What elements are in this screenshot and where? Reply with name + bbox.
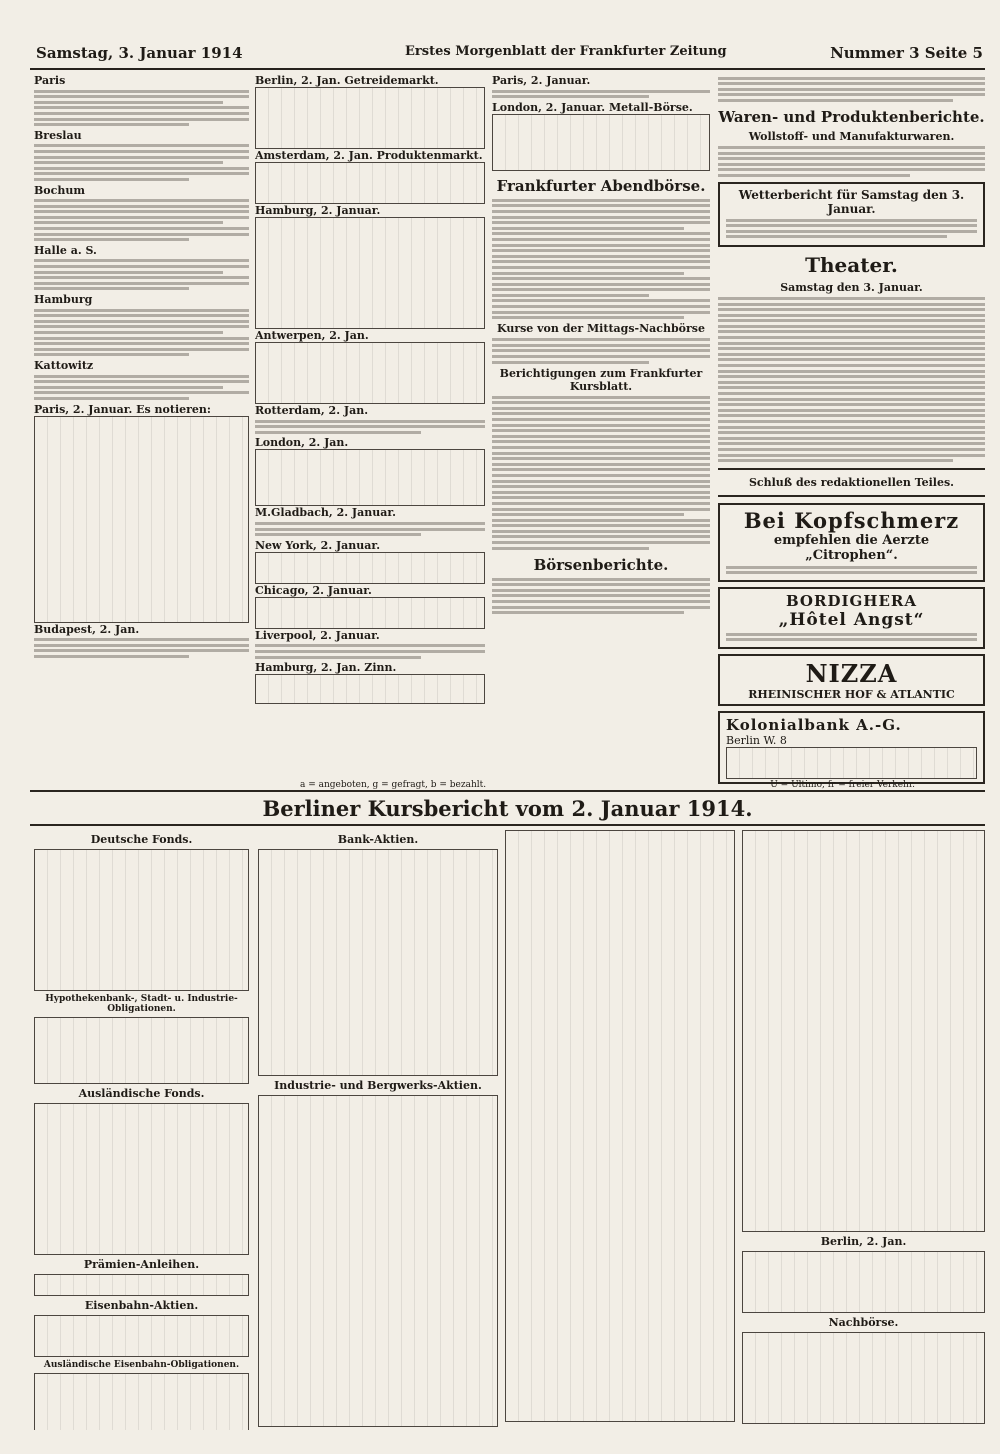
kolonialbank-address: Berlin W. 8 — [726, 733, 787, 747]
col2-item: New York, 2. Januar. — [255, 538, 381, 552]
lower-column-2 — [258, 830, 498, 1430]
price-table — [34, 416, 249, 623]
theater-subheading: Samstag den 3. Januar. — [780, 280, 923, 294]
column-2 — [255, 74, 485, 784]
col3-item: Paris, 2. Januar. — [492, 74, 591, 87]
lower-heading: Bank-Aktien. — [337, 833, 419, 846]
col2-item: Amsterdam, 2. Jan. Produktenmarkt. — [255, 149, 483, 162]
page-header — [30, 42, 985, 70]
editorial-end-rule — [718, 468, 985, 470]
col1-item: Halle a. S. — [34, 243, 97, 257]
col2-item: Hamburg, 2. Jan. Zinn. — [255, 661, 397, 675]
col1-item: Budapest, 2. Jan. — [34, 622, 140, 636]
theater-heading: Theater. — [805, 252, 898, 277]
kolonialbank-title: Kolonialbank A.-G. — [726, 715, 902, 734]
antwerp-table — [255, 342, 485, 404]
chicago-table — [255, 597, 485, 629]
col3-item: London, 2. Januar. Metall-Börse. — [492, 100, 693, 114]
col2-item: M.Gladbach, 2. Januar. — [255, 506, 396, 520]
kursbericht-band — [30, 780, 985, 826]
citrophen-tagline: empfehlen die Aerzte „Citrophen“. — [773, 533, 930, 564]
col1-item: Breslau — [34, 128, 82, 142]
citrophen-headline: Bei Kopfschmerz — [743, 508, 960, 534]
forecast-title: Wetterbericht für Samstag den 3. Januar. — [738, 187, 965, 216]
kurs-table — [34, 849, 249, 991]
col2-item: Chicago, 2. Januar. — [255, 583, 372, 597]
lower-heading: Eisenbahn-Aktien. — [84, 1299, 199, 1312]
legend-note-right: U = Ultimo, fr = freier Verkehr. — [770, 780, 915, 790]
kurs-table — [258, 1095, 498, 1427]
kurs-table — [742, 1251, 985, 1313]
grain-table — [255, 87, 485, 149]
forecast-box — [718, 182, 985, 247]
lower-heading: Prämien-Anleihen. — [83, 1258, 200, 1271]
header-title: Erstes Morgenblatt der Frankfurter Zeitung — [405, 44, 727, 59]
col1-item: Paris — [34, 74, 66, 87]
zinn-table — [255, 674, 485, 704]
weather-heading: Waren- und Produktenberichte. — [718, 107, 985, 126]
newyork-table — [255, 552, 485, 584]
metal-table — [492, 114, 710, 171]
weather-subheading: Wollstoff- und Manufakturwaren. — [748, 129, 955, 143]
editorial-end-note: Schluß des redaktionellen Teiles. — [748, 476, 955, 490]
hamburg-table — [255, 217, 485, 329]
london-table — [255, 449, 485, 506]
section-heading: Börsenberichte. — [533, 555, 669, 574]
section-subheading: Kurse von der Mittags-Nachbörse — [497, 322, 705, 336]
kurs-table — [34, 1103, 249, 1255]
lower-heading: Ausländische Fonds. — [78, 1087, 205, 1100]
column-3 — [492, 74, 710, 784]
kurs-table — [505, 830, 735, 1422]
kurs-table — [34, 1373, 249, 1430]
amsterdam-table — [255, 162, 485, 204]
col2-item: Rotterdam, 2. Jan. — [255, 404, 369, 417]
col2-item: Liverpool, 2. Januar. — [255, 628, 380, 642]
kolonialbank-table — [726, 747, 977, 779]
nizza-ad — [718, 654, 985, 706]
header-issue: Nummer 3 Seite 5 — [830, 44, 983, 62]
editorial-end-rule — [718, 495, 985, 497]
col1-item: Hamburg — [34, 293, 93, 306]
lower-column-1 — [34, 830, 249, 1430]
kolonialbank-ad — [718, 711, 985, 784]
lower-heading: Ausländische Eisenbahn-Obligationen. — [43, 1360, 240, 1370]
lower-heading: Berlin, 2. Jan. — [820, 1235, 907, 1248]
section-heading: Frankfurter Abendbörse. — [496, 176, 706, 195]
col2-item: London, 2. Jan. — [255, 436, 349, 450]
col2-item: Hamburg, 2. Januar. — [255, 204, 381, 217]
citrophen-ad — [718, 503, 985, 582]
kurs-table — [258, 849, 498, 1076]
header-date: Samstag, 3. Januar 1914 — [36, 44, 243, 62]
lower-heading: Hypothekenbank-, Stadt- u. Industrie-Obligationen. — [45, 994, 238, 1014]
hotel-name: „Hôtel Angst“ — [778, 609, 925, 630]
lower-column-4 — [742, 830, 985, 1430]
col1-item: Kattowitz — [34, 358, 94, 372]
col2-item: Berlin, 2. Jan. Getreidemarkt. — [255, 74, 439, 87]
legend-note-left: a = angeboten, g = gefragt, b = bezahlt. — [300, 780, 487, 790]
column-1 — [34, 74, 249, 784]
kurs-table — [34, 1017, 249, 1084]
col1-item: Bochum — [34, 183, 85, 197]
kurs-table — [742, 830, 985, 1232]
lower-heading: Deutsche Fonds. — [90, 833, 193, 846]
lower-heading: Nachbörse. — [828, 1316, 899, 1329]
column-4 — [718, 74, 985, 784]
bordighera-title: BORDIGHERA — [785, 591, 918, 610]
col1-item: Paris, 2. Januar. Es notieren: — [34, 402, 211, 416]
lower-heading: Industrie- und Bergwerks-Aktien. — [274, 1079, 482, 1092]
nizza-title: NIZZA — [805, 658, 898, 688]
section-subheading: Berichtigungen zum Frankfurter Kursblatt. — [499, 366, 703, 393]
kursbericht-title: Berliner Kursbericht vom 2. Januar 1914. — [262, 796, 753, 821]
kurs-table — [34, 1274, 249, 1296]
col2-item: Antwerpen, 2. Jan. — [255, 329, 369, 342]
kurs-table — [34, 1315, 249, 1357]
lower-column-3 — [505, 830, 735, 1430]
bordighera-ad — [718, 587, 985, 649]
nizza-hotel: RHEINISCHER HOF & ATLANTIC — [748, 687, 955, 701]
kurs-table — [742, 1332, 985, 1424]
